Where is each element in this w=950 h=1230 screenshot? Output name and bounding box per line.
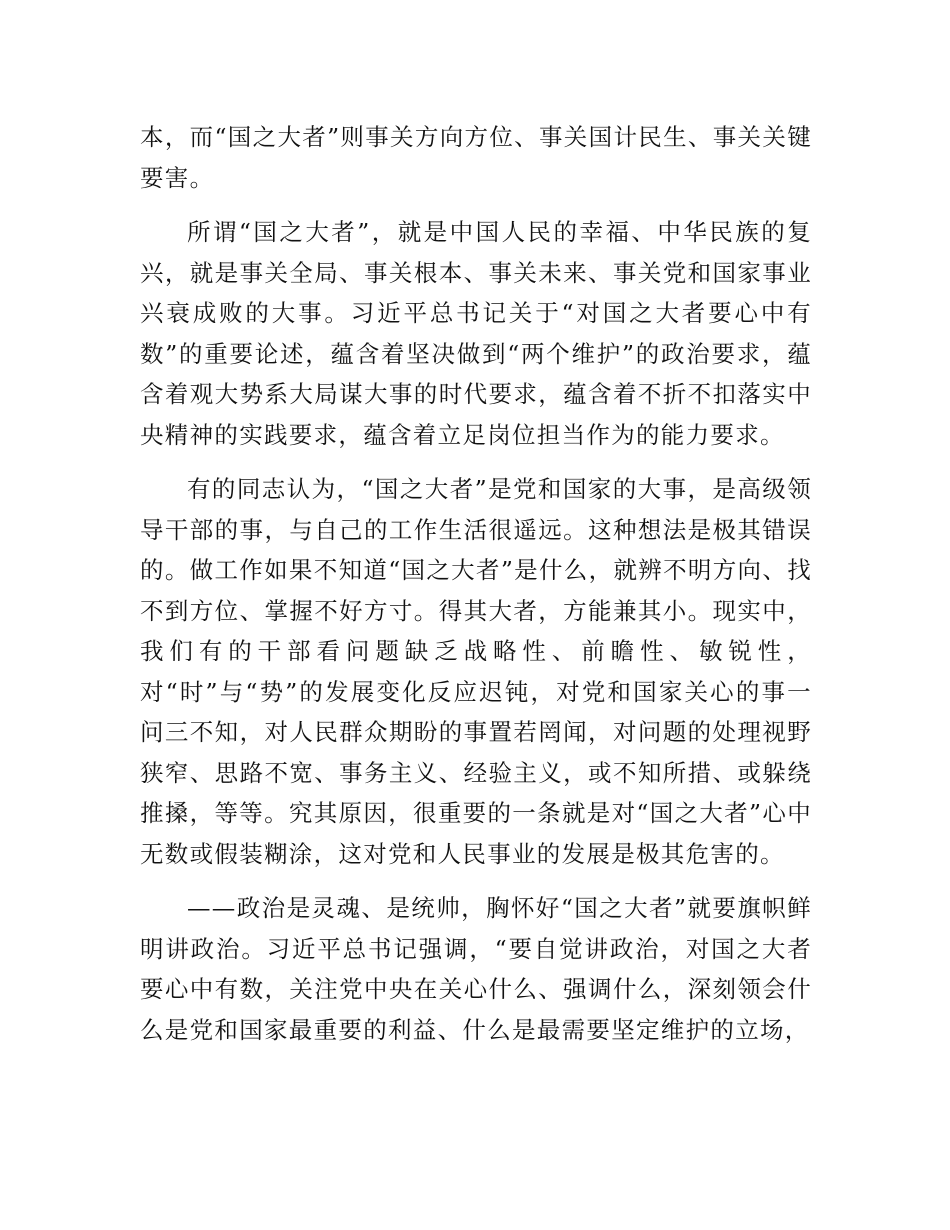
paragraph-politics: ——政治是灵魂、是统帅，胸怀好“国之大者”就要旗帜鲜明讲政治。习近平总书记强调，“要自觉讲政治，对国之大者要心中有数，关注党中央在关心什么、强调什么，深刻领会什么是党和国家最重要的利益、什么是最需要坚定维护的立场， xyxy=(140,894,812,1044)
paragraph-misconception: 有的同志认为，“国之大者”是党和国家的大事，是高级领导干部的事，与自己的工作生活很遥远。这种想法是极其错误的。做工作如果不知道“国之大者”是什么，就辨不明方向、找不到方位、掌握不好方寸。得其大者，方能兼其小。现实中，我们有的干部看问题缺乏战略性、前瞻性、敏锐性，对“时”与“势”的发展变化反应迟钝，对党和国家关心的事一问三不知，对人民群众期盼的事置若罔闻，对问题的处理视野狭窄、思路不宽、事务主义、经验主义，或不知所措、或躲绕推搡，等等。究其原因，很重要的一条就是对“国之大者”心中无数或假装糊涂，这对党和人民事业的发展是极其危害的。 xyxy=(140,475,812,868)
document-body xyxy=(140,117,812,1050)
paragraph-guozhidazhe-definition: 所谓“国之大者”，就是中国人民的幸福、中华民族的复兴，就是事关全局、事关根本、事关未来、事关党和国家事业兴衰成败的大事。习近平总书记关于“对国之大者要心中有数”的重要论述，蕴含着坚决做到“两个维护”的政治要求，蕴含着观大势系大局谋大事的时代要求，蕴含着不折不扣落实中央精神的实践要求，蕴含着立足岗位担当作为的能力要求。 xyxy=(140,218,812,449)
paragraph-continuation: 本，而“国之大者”则事关方向方位、事关国计民生、事关关键要害。 xyxy=(140,123,812,192)
